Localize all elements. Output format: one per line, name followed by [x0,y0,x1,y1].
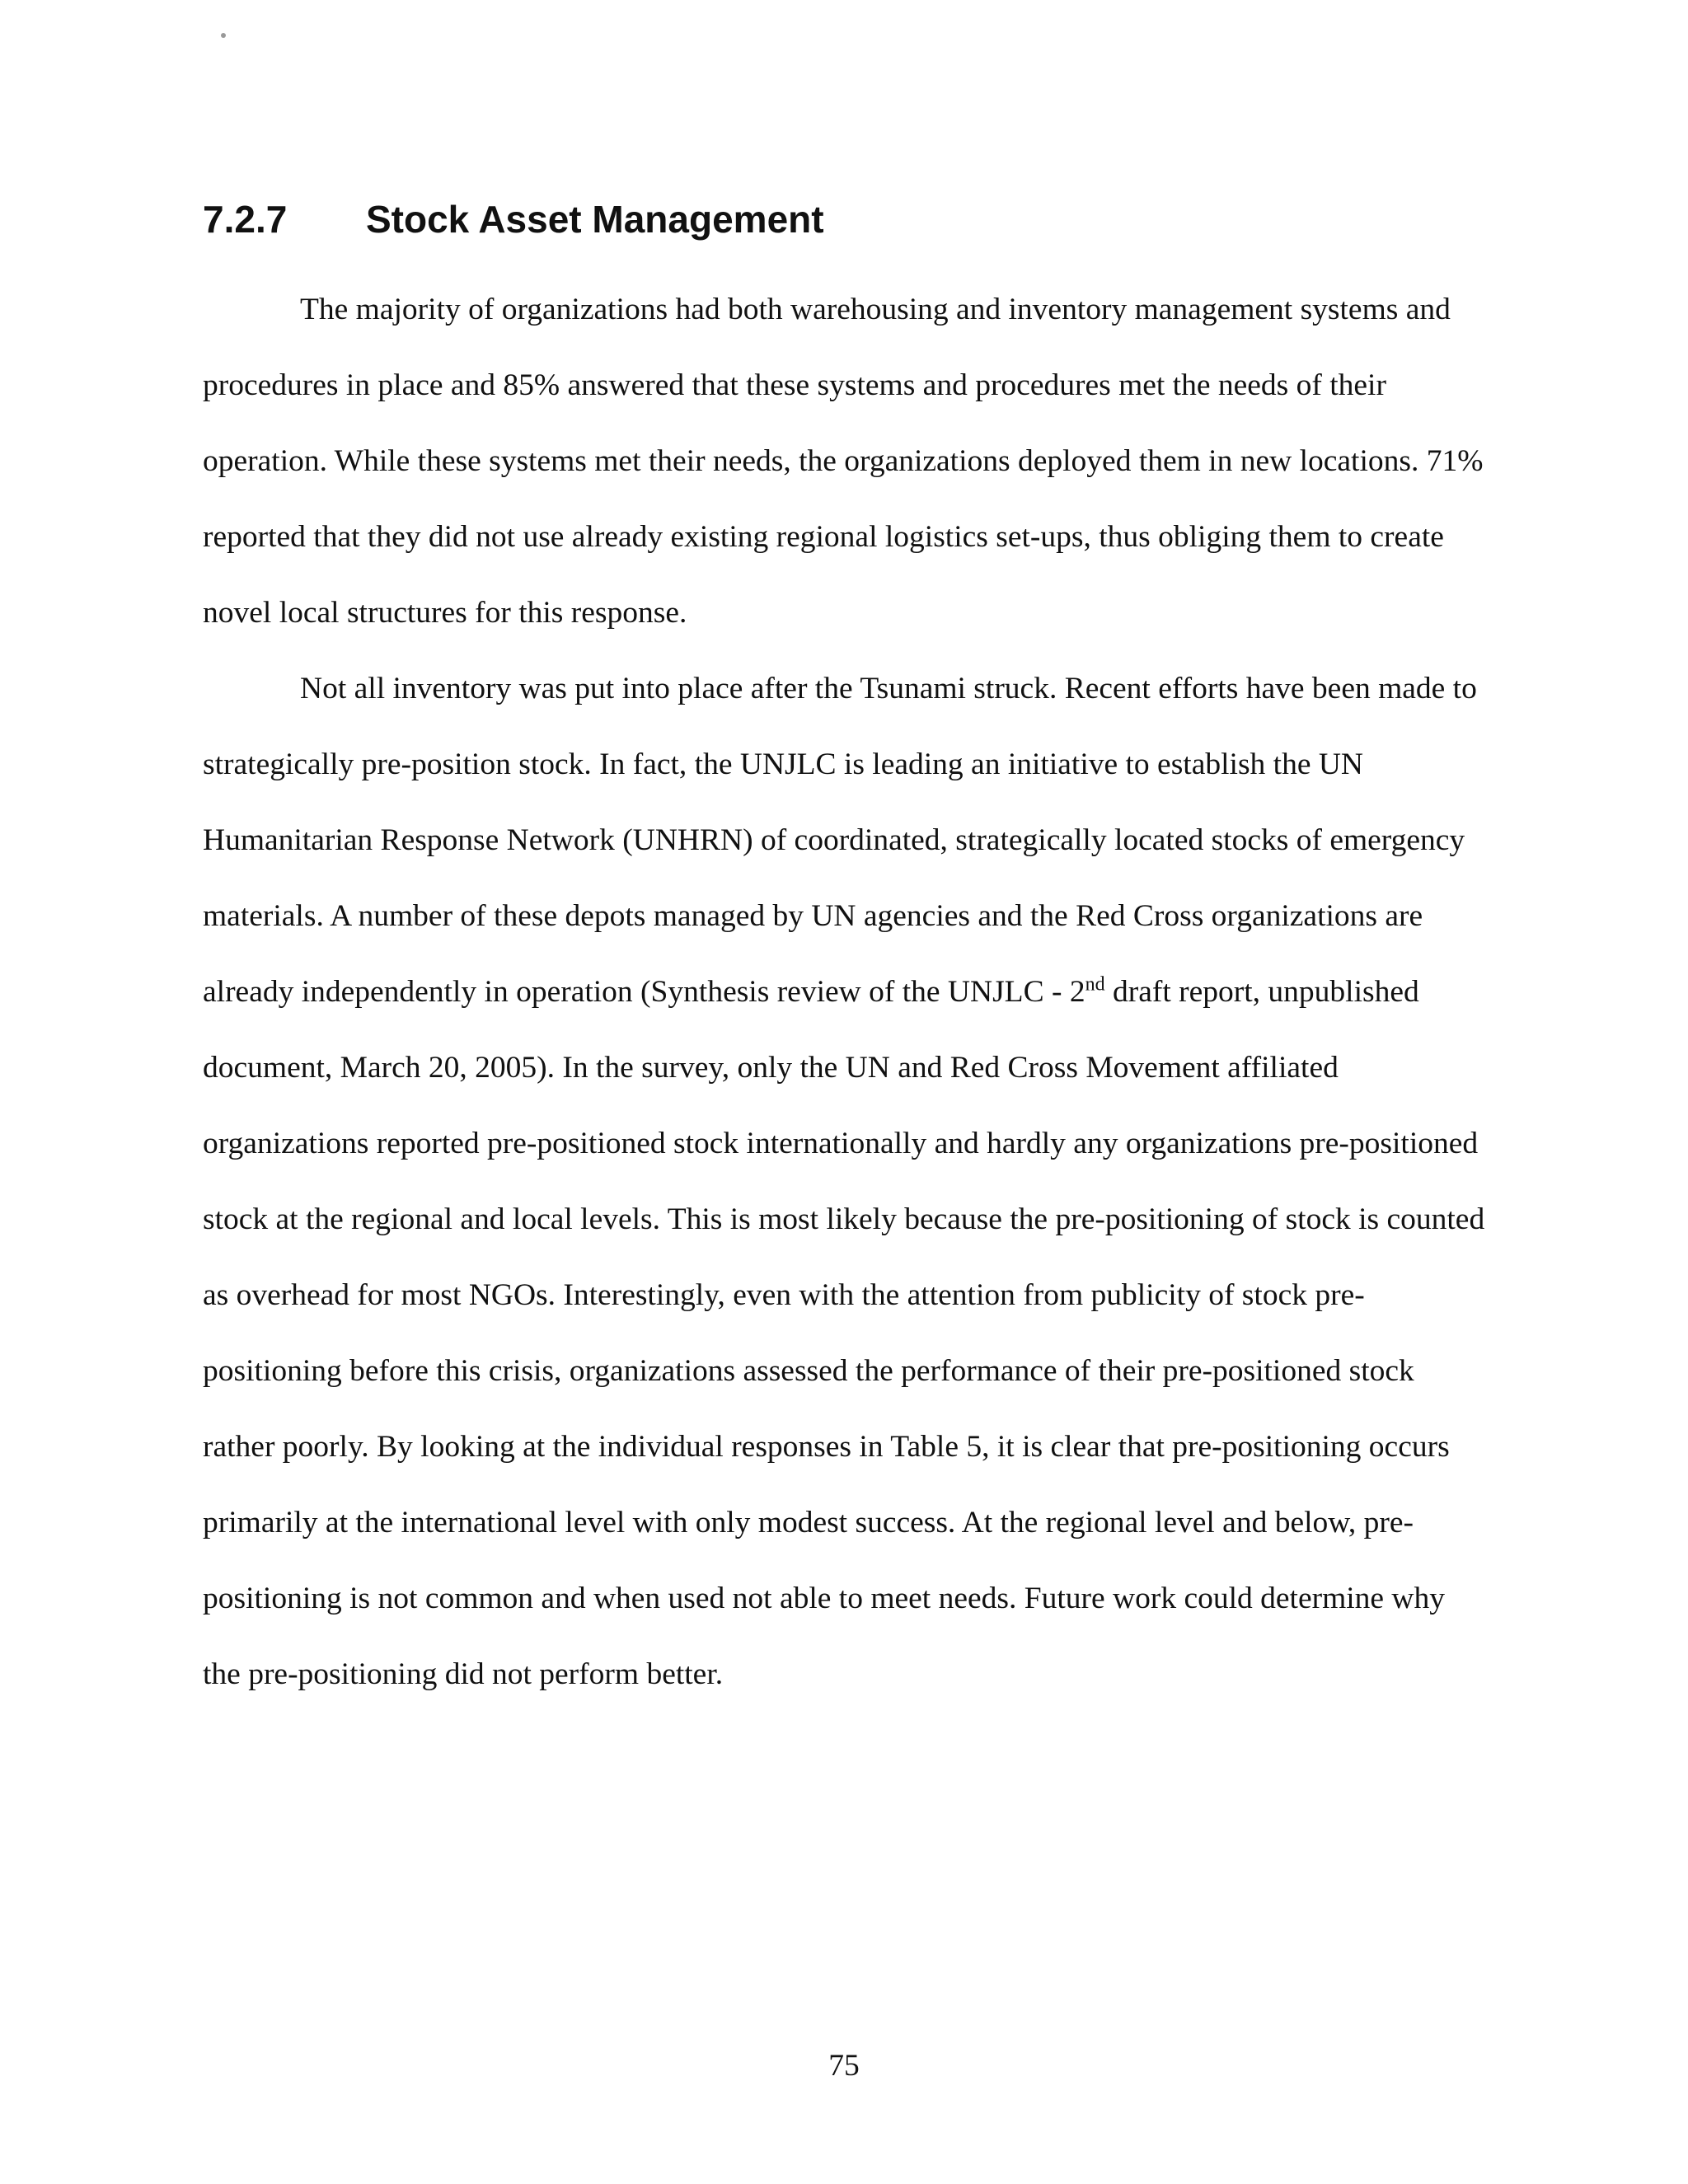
scan-speck [221,33,226,38]
section-heading [203,194,824,244]
paragraph-2-part-b: draft report, unpublished document, March 20, 2005). In the survey, only the UN and Red Cross Movement affiliated organizations reported pre-positioned stock internationally and hardly any organizations pre-positioned stock at the regional and local levels. This is most likely because the pre-positioning of stock is counted as overhead for most NGOs. Interestingly, even with the attention from publicity of stock pre-positioning before this crisis, organizations assessed the performance of their pre-positioned stock rather poorly. By looking at the individual responses in Table 5, it is clear that pre-positioning occurs primarily at the international level with only modest success. At the regional level and below, pre-positioning is not common and when used not able to meet needs. Future work could determine why the pre-positioning did not perform better. [203,975,1485,1691]
ordinal-superscript: nd [1085,973,1105,996]
section-title: Stock Asset Management [366,198,824,241]
body-text [203,272,1489,1713]
paragraph-2 [203,651,1489,1713]
paragraph-1: The majority of organizations had both warehousing and inventory management systems and procedures in place and 85% answered that these systems and procedures met the needs of their operation. While these systems met their needs, the organizations deployed them in new locations. 71% reported that they did not use already existing regional logistics set-ups, thus obliging them to create novel local structures for this response. [203,293,1484,630]
page-number: 75 [828,2049,860,2083]
section-number: 7.2.7 [203,198,288,241]
paragraph-2-part-a: Not all inventory was put into place after the Tsunami struck. Recent efforts have been made to strategically pre-position stock. In fact, the UNJLC is leading an initiative to establish the UN Humanitarian Response Network (UNHRN) of coordinated, strategically located stocks of emergency materials. A number of these depots managed by UN agencies and the Red Cross organizations are already independently in operation (Synthesis review of the UNJLC - 2 [203,672,1477,1009]
